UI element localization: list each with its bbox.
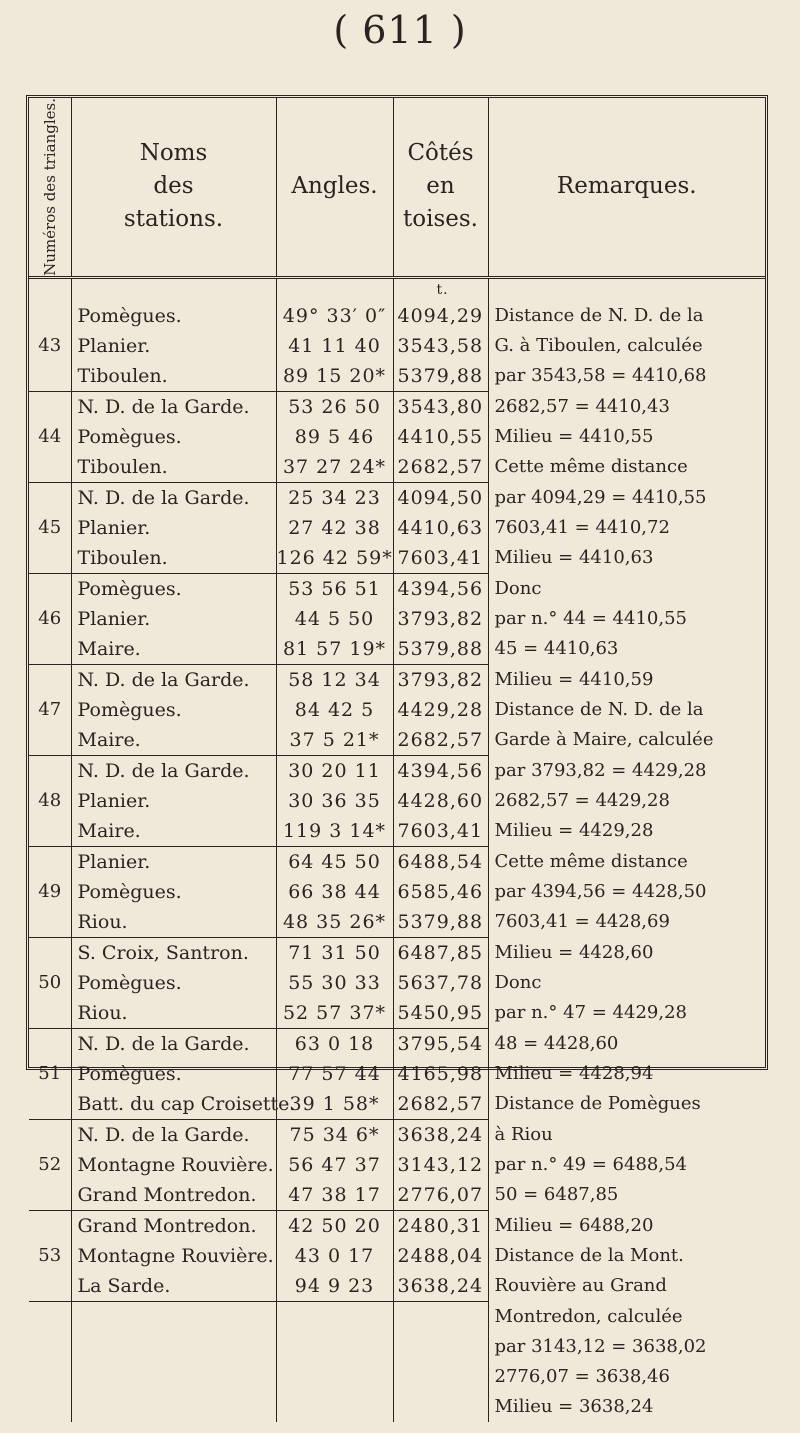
triangle-number (29, 907, 71, 938)
triangle-number (29, 634, 71, 665)
table-row (29, 907, 765, 938)
triangle-number (29, 816, 71, 847)
side-value: 3543,58 (393, 331, 488, 361)
triangle-number (29, 301, 71, 331)
triangle-number: 47 (29, 695, 71, 725)
table-row (29, 1392, 765, 1422)
remark-text: Milieu = 4429,28 (494, 820, 654, 842)
station-name: N. D. de la Garde. (71, 664, 276, 695)
remark-text: Montredon, calculée (494, 1305, 683, 1327)
station-name: Riou. (71, 907, 276, 938)
side-value: 2776,07 (393, 1180, 488, 1211)
station-name: La Sarde. (71, 1271, 276, 1302)
station-name: Pomègues. (71, 422, 276, 452)
table-row (29, 937, 765, 968)
triangle-number (29, 664, 71, 695)
triangle-number (29, 1028, 71, 1059)
angle-value: 52 57 37* (276, 998, 393, 1029)
station-name: Maire. (71, 725, 276, 756)
triangle-number (29, 543, 71, 574)
angle-value: 39 1 58* (276, 1089, 393, 1120)
remark-text: Milieu = 4428,60 (494, 941, 654, 963)
remark-text: par n.° 44 = 4410,55 (494, 607, 687, 629)
station-name: N. D. de la Garde. (71, 1028, 276, 1059)
triangle-number (29, 573, 71, 604)
station-name: Pomègues. (71, 877, 276, 907)
triangle-number (29, 1210, 71, 1241)
triangle-number: 50 (29, 968, 71, 998)
table-row (29, 422, 765, 452)
remark-text: Cette même distance (494, 456, 688, 478)
side-value: 5637,78 (393, 968, 488, 998)
side-value: 4428,60 (393, 786, 488, 816)
header-noms: Noms des stations. (71, 98, 276, 277)
table-row (29, 604, 765, 634)
station-name: Planier. (71, 513, 276, 543)
triangle-number (29, 755, 71, 786)
header-remarques: Remarques. (488, 98, 765, 277)
station-name: Tiboulen. (71, 452, 276, 483)
triangle-number: 51 (29, 1059, 71, 1089)
angle-value: 63 0 18 (276, 1028, 393, 1059)
side-value: 6585,46 (393, 877, 488, 907)
side-value: 4394,56 (393, 573, 488, 604)
angle-value: 77 57 44 (276, 1059, 393, 1089)
angle-value: 37 5 21* (276, 725, 393, 756)
angle-value: 53 26 50 (276, 391, 393, 422)
table-row (29, 968, 765, 998)
triangle-number (29, 452, 71, 483)
angle-value: 66 38 44 (276, 877, 393, 907)
remark-text: Cette même distance (494, 850, 688, 872)
table-row (29, 664, 765, 695)
angle-value: 30 36 35 (276, 786, 393, 816)
remark-text: par 3793,82 = 4429,28 (494, 759, 707, 781)
angle-value: 84 42 5 (276, 695, 393, 725)
table-row (29, 543, 765, 574)
side-value: 5379,88 (393, 907, 488, 938)
remark-text: Milieu = 4410,55 (494, 425, 654, 447)
remark-text: Distance de la Mont. (494, 1244, 684, 1266)
station-name: Montagne Rouvière. (71, 1241, 276, 1271)
side-value: 4410,55 (393, 422, 488, 452)
remark-text: par 3143,12 = 3638,02 (494, 1335, 707, 1357)
angle-value: 47 38 17 (276, 1180, 393, 1211)
remark-text: G. à Tiboulen, calculée (494, 334, 703, 356)
station-name: Pomègues. (71, 1059, 276, 1089)
header-angles: Angles. (276, 98, 393, 277)
triangle-number: 44 (29, 422, 71, 452)
side-value: 2682,57 (393, 725, 488, 756)
table-row (29, 1332, 765, 1362)
remark-text: 45 = 4410,63 (494, 638, 619, 660)
side-value: 5379,88 (393, 361, 488, 392)
table-row (29, 816, 765, 847)
angle-value: 119 3 14* (276, 816, 393, 847)
table-row (29, 361, 765, 392)
unit-label: t. (393, 277, 488, 301)
side-value: 5379,88 (393, 634, 488, 665)
table-row (29, 1241, 765, 1271)
station-name: N. D. de la Garde. (71, 482, 276, 513)
table-row (29, 513, 765, 543)
table-row (29, 1028, 765, 1059)
station-name: Montagne Rouvière. (71, 1150, 276, 1180)
side-value: 2488,04 (393, 1241, 488, 1271)
side-value: 3795,54 (393, 1028, 488, 1059)
station-name: Grand Montredon. (71, 1210, 276, 1241)
side-value: 6487,85 (393, 937, 488, 968)
table-row (29, 452, 765, 483)
remark-text: Milieu = 6488,20 (494, 1214, 654, 1236)
station-name: Tiboulen. (71, 361, 276, 392)
remark-text: 50 = 6487,85 (494, 1184, 619, 1206)
station-name: Planier. (71, 604, 276, 634)
triangle-number: 46 (29, 604, 71, 634)
remark-text: 2682,57 = 4429,28 (494, 789, 670, 811)
table-row (29, 331, 765, 361)
angle-value: 30 20 11 (276, 755, 393, 786)
station-name: Maire. (71, 634, 276, 665)
table-row (29, 1362, 765, 1392)
remark-text: par n.° 47 = 4429,28 (494, 1002, 687, 1024)
side-value: 4394,56 (393, 755, 488, 786)
table-row (29, 877, 765, 907)
table-row (29, 391, 765, 422)
remark-text: à Riou (494, 1123, 553, 1145)
angle-value: 81 57 19* (276, 634, 393, 665)
remark-text: par 3543,58 = 4410,68 (494, 365, 707, 387)
side-value: 4094,29 (393, 301, 488, 331)
table-row (29, 573, 765, 604)
station-name: Pomègues. (71, 573, 276, 604)
side-value: 3793,82 (393, 604, 488, 634)
angle-value: 56 47 37 (276, 1150, 393, 1180)
triangle-number (29, 1119, 71, 1150)
station-name: Riou. (71, 998, 276, 1029)
remark-text: 7603,41 = 4410,72 (494, 516, 670, 538)
remark-text: par n.° 49 = 6488,54 (494, 1153, 687, 1175)
angle-value: 64 45 50 (276, 846, 393, 877)
angle-value: 41 11 40 (276, 331, 393, 361)
angle-value: 94 9 23 (276, 1271, 393, 1302)
table-row (29, 755, 765, 786)
triangle-number: 49 (29, 877, 71, 907)
triangle-number: 48 (29, 786, 71, 816)
remark-text: 48 = 4428,60 (494, 1032, 619, 1054)
angle-value: 71 31 50 (276, 937, 393, 968)
triangle-number: 53 (29, 1241, 71, 1271)
station-name: Planier. (71, 786, 276, 816)
station-name: N. D. de la Garde. (71, 755, 276, 786)
triangle-number (29, 846, 71, 877)
remark-text: Rouvière au Grand (494, 1275, 667, 1297)
page-number: ( 611 ) (333, 8, 467, 52)
table-row (29, 482, 765, 513)
triangle-number (29, 482, 71, 513)
side-value: 2480,31 (393, 1210, 488, 1241)
triangle-number (29, 998, 71, 1029)
triangle-number (29, 937, 71, 968)
table-row (29, 1059, 765, 1089)
angle-value: 126 42 59* (276, 543, 393, 574)
triangle-number (29, 1180, 71, 1211)
triangle-number: 52 (29, 1150, 71, 1180)
side-value: 3143,12 (393, 1150, 488, 1180)
side-value: 6488,54 (393, 846, 488, 877)
remark-text: 7603,41 = 4428,69 (494, 911, 670, 933)
remark-text: par 4094,29 = 4410,55 (494, 486, 707, 508)
table-row (29, 998, 765, 1029)
side-value: 2682,57 (393, 452, 488, 483)
table-row (29, 695, 765, 725)
angle-value: 58 12 34 (276, 664, 393, 695)
table-row (29, 725, 765, 756)
remark-text: 2776,07 = 3638,46 (494, 1365, 670, 1387)
table-row (29, 846, 765, 877)
remark-text: Garde à Maire, calculée (494, 729, 714, 751)
triangle-number (29, 1089, 71, 1120)
table-row (29, 1271, 765, 1302)
angle-value: 25 34 23 (276, 482, 393, 513)
remark-text: Milieu = 3638,24 (494, 1395, 654, 1417)
remark-text: Distance de N. D. de la (494, 698, 704, 720)
angle-value: 44 5 50 (276, 604, 393, 634)
triangle-number (29, 725, 71, 756)
triangle-number: 45 (29, 513, 71, 543)
side-value: 7603,41 (393, 543, 488, 574)
station-name: Pomègues. (71, 301, 276, 331)
side-value: 3638,24 (393, 1271, 488, 1302)
station-name: Maire. (71, 816, 276, 847)
angle-value: 42 50 20 (276, 1210, 393, 1241)
remark-text: Milieu = 4410,59 (494, 668, 654, 690)
remark-text: 2682,57 = 4410,43 (494, 395, 670, 417)
angle-value: 27 42 38 (276, 513, 393, 543)
triangle-number (29, 391, 71, 422)
side-value: 3638,24 (393, 1119, 488, 1150)
side-value: 4165,98 (393, 1059, 488, 1089)
angle-value: 89 15 20* (276, 361, 393, 392)
remark-text: Milieu = 4410,63 (494, 547, 654, 569)
station-name: N. D. de la Garde. (71, 391, 276, 422)
station-name: S. Croix, Santron. (71, 937, 276, 968)
table-row (29, 634, 765, 665)
angle-value: 53 56 51 (276, 573, 393, 604)
table-row (29, 1180, 765, 1211)
triangle-table (26, 95, 768, 1417)
angle-value: 89 5 46 (276, 422, 393, 452)
angle-value: 55 30 33 (276, 968, 393, 998)
angle-value: 37 27 24* (276, 452, 393, 483)
side-value: 3543,80 (393, 391, 488, 422)
station-name: Batt. du cap Croisette. (71, 1089, 276, 1120)
triangle-number (29, 1271, 71, 1302)
angle-value: 75 34 6* (276, 1119, 393, 1150)
table-row (29, 1089, 765, 1120)
side-value: 4094,50 (393, 482, 488, 513)
side-value: 4429,28 (393, 695, 488, 725)
side-value: 2682,57 (393, 1089, 488, 1120)
remark-text: Milieu = 4428,94 (494, 1062, 654, 1084)
station-name: Pomègues. (71, 968, 276, 998)
angle-value: 43 0 17 (276, 1241, 393, 1271)
table-row (29, 1210, 765, 1241)
table-row (29, 301, 765, 331)
remark-text: Donc (494, 577, 542, 599)
station-name: Grand Montredon. (71, 1180, 276, 1211)
header-numeros: Numéros des triangles. (29, 98, 71, 277)
remark-text: Distance de N. D. de la (494, 304, 704, 326)
triangle-number: 43 (29, 331, 71, 361)
station-name: Tiboulen. (71, 543, 276, 574)
remark-text: Donc (494, 971, 542, 993)
table-row (29, 1150, 765, 1180)
remark-text: Distance de Pomègues (494, 1093, 701, 1115)
side-value: 7603,41 (393, 816, 488, 847)
table-row (29, 786, 765, 816)
station-name: N. D. de la Garde. (71, 1119, 276, 1150)
side-value: 4410,63 (393, 513, 488, 543)
table-row (29, 1119, 765, 1150)
angle-value: 48 35 26* (276, 907, 393, 938)
side-value: 5450,95 (393, 998, 488, 1029)
station-name: Planier. (71, 331, 276, 361)
side-value: 3793,82 (393, 664, 488, 695)
remark-text: par 4394,56 = 4428,50 (494, 880, 707, 902)
station-name: Pomègues. (71, 695, 276, 725)
header-cotes: Côtés en toises. (393, 98, 488, 277)
angle-value: 49° 33′ 0″ (276, 301, 393, 331)
table-row (29, 1301, 765, 1332)
triangle-number (29, 361, 71, 392)
station-name: Planier. (71, 846, 276, 877)
